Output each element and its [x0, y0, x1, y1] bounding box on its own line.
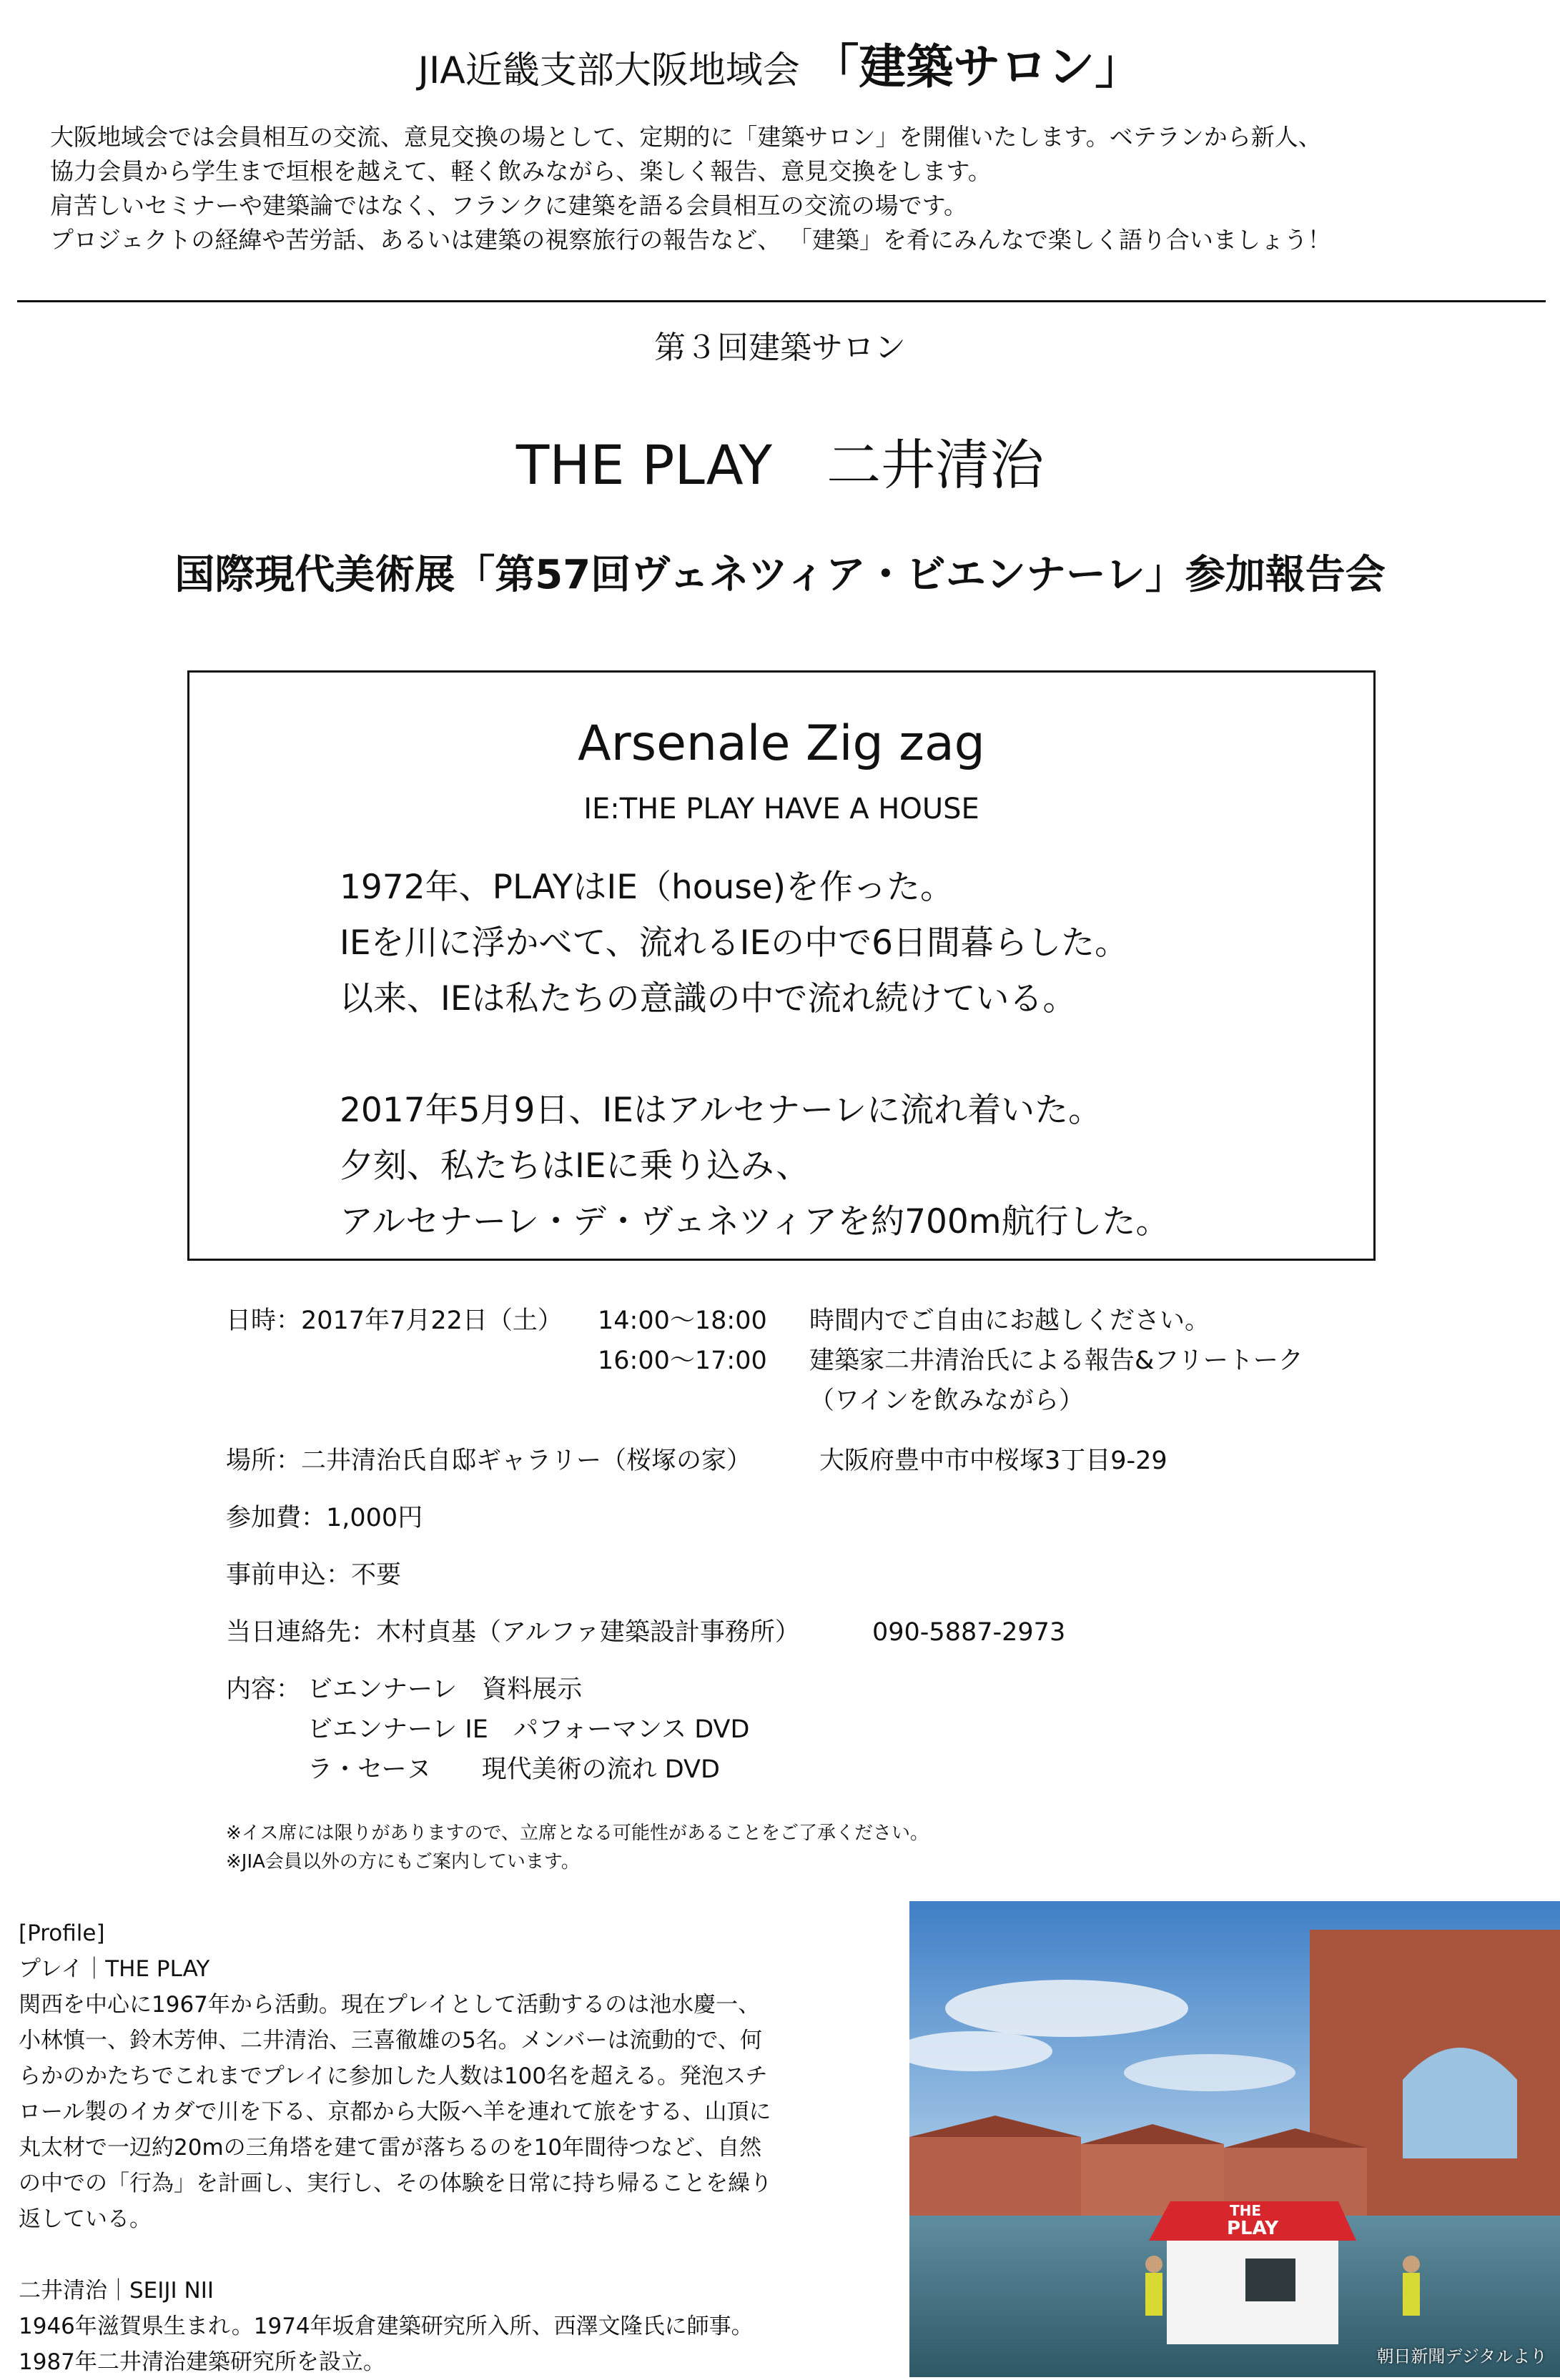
note-line: ※イス席には限りがありますので、立席となる可能性があることをご了承ください。: [226, 1823, 929, 1844]
time-slot-2: 16:00〜17:00: [598, 1347, 767, 1375]
box-title: Arsenale Zig zag: [578, 715, 985, 772]
intro-line: 大阪地域会では会員相互の交流、意見交換の場として、定期的に「建築サロン」を開催いたします。ベテランから新人、: [50, 123, 1322, 151]
roof-text-the: THE: [1229, 2202, 1262, 2219]
profile-line: 返している。: [19, 2206, 152, 2232]
profile-line: [19, 2237, 772, 2273]
profile-line: ロール製のイカダで川を下る、京都から大阪へ羊を連れて旅をする、山頂に: [19, 2099, 771, 2125]
cloud: [1124, 2054, 1295, 2091]
statement-line: IEを川に浮かべて、流れるIEの中で6日間暮らした。: [340, 923, 1129, 963]
time-slot-1: 14:00〜18:00: [598, 1306, 767, 1335]
session-label: 第３回建築サロン: [654, 329, 906, 366]
event-title: THE PLAY 二井清治: [515, 433, 1045, 497]
house-window: [1245, 2258, 1295, 2301]
address: 大阪府豊中市中桜塚3丁目9-29: [819, 1447, 1167, 1475]
event-details: [226, 1301, 1441, 1787]
statement-line: 2017年5月9日、IEはアルセナーレに流れ着いた。: [340, 1091, 1102, 1130]
content-item: ラ・セーヌ 現代美術の流れ DVD: [307, 1755, 720, 1784]
header-title-prefix: JIA近畿支部大阪地域会: [418, 49, 800, 92]
date-label: 日時：2017年7月22日（土）: [226, 1306, 563, 1335]
profile-line: の中での「行為」を計画し、実行し、その体験を日常に持ち帰ることを繰り: [19, 2171, 772, 2196]
notes: [226, 1819, 929, 1876]
cloud: [945, 1980, 1188, 2037]
profile-line: [Profile]: [19, 1920, 105, 1946]
content-label: 内容：: [226, 1675, 302, 1704]
time-slot-2-note: （ワインを飲みながら）: [809, 1387, 1084, 1415]
box-subtitle: IE:THE PLAY HAVE A HOUSE: [583, 793, 979, 825]
registration: 事前申込：不要: [226, 1561, 402, 1590]
profile: [19, 1915, 772, 2380]
contact: 当日連絡先：木村貞基（アルファ建築設計事務所）: [226, 1618, 800, 1647]
contact-phone: 090-5887-2973: [872, 1618, 1066, 1647]
person: [1403, 2273, 1420, 2316]
profile-line: 二井清治｜SEIJI NII: [19, 2278, 214, 2304]
profile-line: プレイ｜THE PLAY: [19, 1956, 210, 1982]
intro-paragraph: [50, 120, 1331, 257]
person-head: [1403, 2256, 1420, 2273]
content-item: ビエンナーレ 資料展示: [307, 1675, 583, 1704]
warehouse: [909, 2137, 1081, 2216]
intro-line: 肩苦しいセミナーや建築論ではなく、フランクに建築を語る会員相互の交流の場です。: [50, 192, 968, 219]
statement-line: 1972年、PLAYはIE（house)を作った。: [340, 868, 954, 907]
statement-line: アルセナーレ・デ・ヴェネツィアを約700m航行した。: [340, 1202, 1170, 1241]
warehouse: [1367, 2158, 1560, 2216]
content-item: ビエンナーレ IE パフォーマンス DVD: [307, 1715, 750, 1744]
profile-line: 1946年滋賀県生まれ。1974年坂倉建築研究所入所、西澤文隆氏に師事。: [19, 2314, 754, 2339]
roof-text-play: PLAY: [1226, 2218, 1279, 2239]
place: 場所：二井清治氏自邸ギャラリー（桜塚の家）: [226, 1447, 752, 1475]
event-subtitle: 国際現代美術展「第57回ヴェネツィア・ビエンナーレ」参加報告会: [174, 552, 1386, 598]
person-head: [1145, 2256, 1162, 2273]
time-slot-1-desc: 時間内でご自由にお越しください。: [809, 1306, 1210, 1335]
event-photo: [909, 1901, 1560, 2377]
photo-illustration: [909, 1901, 1560, 2377]
profile-line: 丸太材で一辺約20mの三角塔を建て雷が落ちるのを10年間待つなど、自然: [19, 2135, 762, 2161]
profile-line: 1987年二井清治建築研究所を設立。: [19, 2349, 385, 2375]
statement-line: 夕刻、私たちはIEに乗り込み、: [340, 1146, 810, 1186]
statement-line: 以来、IEは私たちの意識の中で流れ続けている。: [340, 979, 1077, 1018]
intro-line: 協力会員から学生まで垣根を越えて、軽く飲みながら、楽しく報告、意見交換をします。: [50, 157, 992, 185]
intro-line: プロジェクトの経緯や苦労話、あるいは建築の視察旅行の報告など、 「建築」を肴にみんなで楽しく語り合いましょう！: [50, 226, 1331, 254]
profile-line: らかのかたちでこれまでプレイに参加した人数は100名を超える。発泡スチ: [19, 2063, 768, 2089]
profile-line: 小林慎一、鈴木芳伸、二井清治、三喜徹雄の5名。メンバーは流動的で、何: [19, 2028, 762, 2053]
header-title: [0, 29, 1560, 96]
photo-credit: 朝日新聞デジタルより: [1376, 2346, 1547, 2366]
header-title-main: 「建築サロン」: [811, 39, 1142, 94]
statement-text: [340, 860, 1170, 1250]
statement-box: [187, 670, 1376, 1261]
divider: [17, 300, 1546, 302]
statement-line: [340, 1027, 1170, 1083]
profile-line: 関西を中心に1967年から活動。現在プレイとして活動するのは池水慶一、: [19, 1992, 761, 2018]
time-slot-2-desc: 建築家二井清治氏による報告&フリートーク: [809, 1347, 1303, 1375]
fee: 参加費：1,000円: [226, 1504, 423, 1532]
person: [1145, 2273, 1162, 2316]
note-line: ※JIA会員以外の方にもご案内しています。: [226, 1851, 580, 1873]
